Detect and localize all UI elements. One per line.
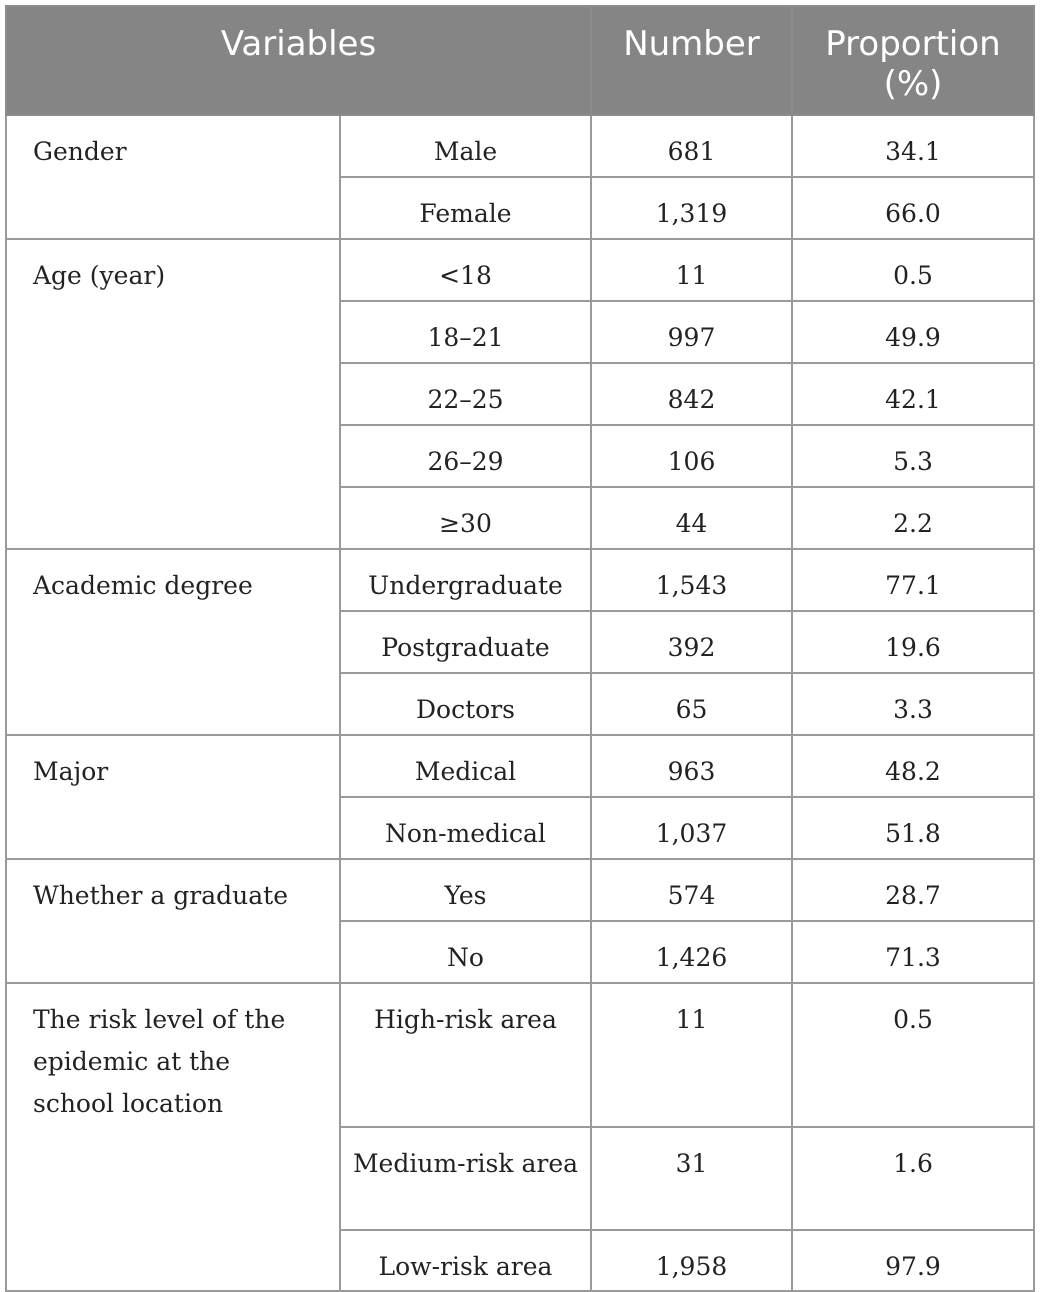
demographics-table xyxy=(5,5,1035,1292)
group-label: The risk level of the epidemic at the school location xyxy=(6,983,340,1291)
proportion-cell: 34.1 xyxy=(792,115,1034,177)
proportion-cell: 3.3 xyxy=(792,673,1034,735)
table-row xyxy=(6,239,1034,301)
category-cell: Low-risk area xyxy=(340,1230,591,1291)
number-cell: 997 xyxy=(591,301,792,363)
number-cell: 1,426 xyxy=(591,921,792,983)
number-cell: 106 xyxy=(591,425,792,487)
category-cell: Male xyxy=(340,115,591,177)
proportion-cell: 19.6 xyxy=(792,611,1034,673)
group-label: Academic degree xyxy=(6,549,340,735)
number-cell: 392 xyxy=(591,611,792,673)
proportion-cell: 1.6 xyxy=(792,1127,1034,1230)
proportion-cell: 2.2 xyxy=(792,487,1034,549)
category-cell: High-risk area xyxy=(340,983,591,1127)
number-cell: 842 xyxy=(591,363,792,425)
category-cell: Non-medical xyxy=(340,797,591,859)
category-cell: Female xyxy=(340,177,591,239)
number-cell: 574 xyxy=(591,859,792,921)
category-cell: No xyxy=(340,921,591,983)
header-number: Number xyxy=(591,6,792,115)
group-label: Whether a graduate xyxy=(6,859,340,983)
category-cell: Doctors xyxy=(340,673,591,735)
number-cell: 1,037 xyxy=(591,797,792,859)
proportion-cell: 49.9 xyxy=(792,301,1034,363)
category-cell: 22–25 xyxy=(340,363,591,425)
proportion-cell: 5.3 xyxy=(792,425,1034,487)
number-cell: 681 xyxy=(591,115,792,177)
proportion-cell: 77.1 xyxy=(792,549,1034,611)
category-cell: Medical xyxy=(340,735,591,797)
header-variables: Variables xyxy=(6,6,591,115)
header-proportion: Proportion (%) xyxy=(792,6,1034,115)
proportion-cell: 0.5 xyxy=(792,983,1034,1127)
number-cell: 11 xyxy=(591,239,792,301)
proportion-cell: 0.5 xyxy=(792,239,1034,301)
number-cell: 11 xyxy=(591,983,792,1127)
header-row xyxy=(6,6,1034,115)
proportion-cell: 71.3 xyxy=(792,921,1034,983)
table-row xyxy=(6,115,1034,177)
category-cell: ≥30 xyxy=(340,487,591,549)
table-row xyxy=(6,735,1034,797)
group-label: Major xyxy=(6,735,340,859)
table-row xyxy=(6,549,1034,611)
category-cell: Undergraduate xyxy=(340,549,591,611)
number-cell: 31 xyxy=(591,1127,792,1230)
category-cell: Yes xyxy=(340,859,591,921)
proportion-cell: 42.1 xyxy=(792,363,1034,425)
table-row xyxy=(6,859,1034,921)
group-label: Age (year) xyxy=(6,239,340,549)
proportion-cell: 51.8 xyxy=(792,797,1034,859)
proportion-cell: 48.2 xyxy=(792,735,1034,797)
number-cell: 65 xyxy=(591,673,792,735)
number-cell: 1,319 xyxy=(591,177,792,239)
number-cell: 1,543 xyxy=(591,549,792,611)
proportion-cell: 97.9 xyxy=(792,1230,1034,1291)
number-cell: 44 xyxy=(591,487,792,549)
proportion-cell: 28.7 xyxy=(792,859,1034,921)
number-cell: 963 xyxy=(591,735,792,797)
category-cell: Medium-risk area xyxy=(340,1127,591,1230)
group-label: Gender xyxy=(6,115,340,239)
category-cell: Postgraduate xyxy=(340,611,591,673)
category-cell: <18 xyxy=(340,239,591,301)
proportion-cell: 66.0 xyxy=(792,177,1034,239)
number-cell: 1,958 xyxy=(591,1230,792,1291)
table-row xyxy=(6,983,1034,1127)
category-cell: 18–21 xyxy=(340,301,591,363)
category-cell: 26–29 xyxy=(340,425,591,487)
